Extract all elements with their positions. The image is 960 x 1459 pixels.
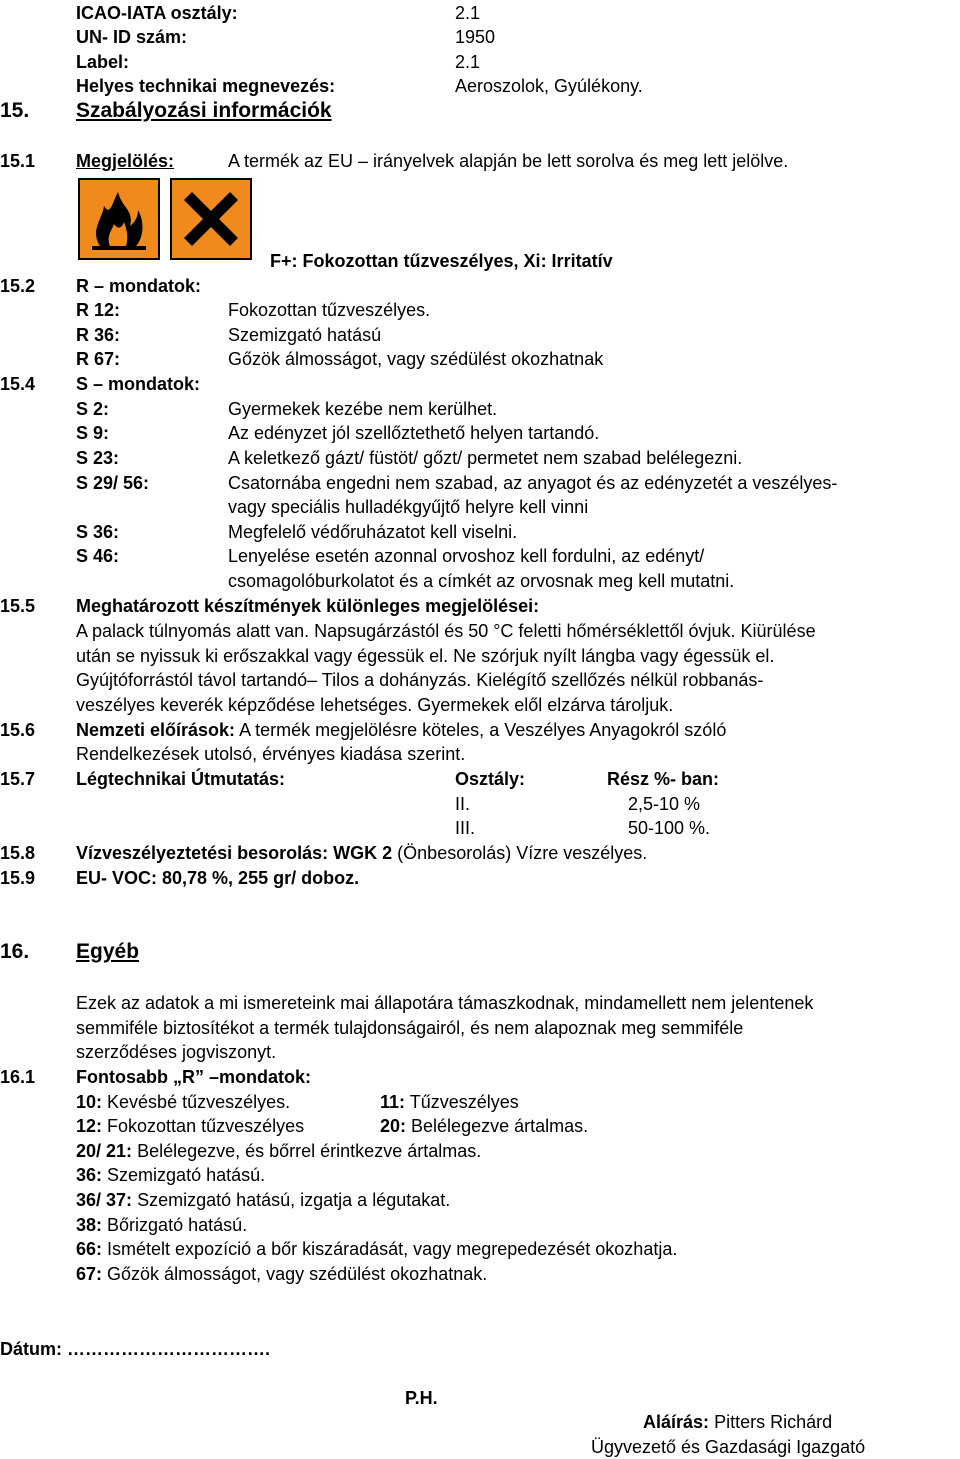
s157-class: III.	[455, 818, 476, 838]
s151-label: Megjelölés:	[76, 151, 175, 171]
s152-title: R – mondatok:	[76, 276, 202, 296]
r10-code: 10:	[76, 1092, 103, 1112]
s155-line: veszélyes keverék képződése lehetséges. Gyermekek elől elzárva tároljuk.	[76, 695, 674, 715]
s-text: Az edényzet jól szellőztethető helyen tartandó.	[228, 423, 600, 443]
r-phrase	[76, 1214, 247, 1236]
icao-value: 2.1	[455, 3, 481, 23]
r20-code: 20:	[380, 1116, 407, 1136]
s-code: S 36:	[76, 522, 120, 542]
s161-number: 16.1	[0, 1067, 36, 1087]
r11-code: 11:	[380, 1092, 406, 1112]
name-label: Helyes technikai megnevezés:	[76, 76, 336, 96]
r-code: R 36:	[76, 325, 121, 345]
s-code: S 23:	[76, 448, 120, 468]
s158-line	[76, 842, 647, 864]
r10-text: Kevésbé tűzveszélyes.	[107, 1092, 291, 1112]
s158-text: (Önbesorolás) Vízre veszélyes.	[397, 843, 648, 863]
r20-phrase	[380, 1115, 588, 1137]
label-value: 2.1	[455, 52, 481, 72]
date-label: Dátum:	[0, 1339, 62, 1359]
r-phrase-text: Gőzök álmosságot, vagy szédülést okozhatnak.	[107, 1264, 488, 1284]
s-text: A keletkező gázt/ füstöt/ gőzt/ permetet nem szabad belélegezni.	[228, 448, 743, 468]
s157-class: II.	[455, 794, 471, 814]
s155-title: Meghatározott készítmények különleges megjelölései:	[76, 596, 540, 616]
r-phrase-code: 20/ 21:	[76, 1141, 133, 1161]
s156-title: Nemzeti előírások:	[76, 720, 236, 740]
r-phrase-code: 66:	[76, 1239, 103, 1259]
s-text: Gyermekek kezébe nem kerülhet.	[228, 399, 498, 419]
s155-line: Gyújtóforrástól távol tartandó– Tilos a dohányzás. Kielégítő szellőzés nélkül robbanás-	[76, 670, 764, 690]
s-code: S 29/ 56:	[76, 473, 150, 493]
r-phrase-text: Belélegezve, és bőrrel érintkezve ártalmas.	[137, 1141, 482, 1161]
r-phrase	[76, 1189, 450, 1211]
s158-title: Vízveszélyeztetési besorolás:	[76, 843, 329, 863]
signer-name: Pitters Richárd	[714, 1412, 833, 1432]
s-code: S 9:	[76, 423, 110, 443]
s156-text: A termék megjelölésre köteles, a Veszélyes Anyagokról szóló	[239, 720, 727, 740]
r11-text: Tűzveszélyes	[409, 1092, 519, 1112]
r-phrase	[76, 1164, 265, 1186]
s16-intro-line: szerződéses jogviszonyt.	[76, 1042, 277, 1062]
s157-class-header: Osztály:	[455, 769, 526, 789]
s151-number: 15.1	[0, 151, 36, 171]
r-code: R 12:	[76, 300, 121, 320]
date-field	[0, 1338, 270, 1360]
r-text: Gőzök álmosságot, vagy szédülést okozhatnak	[228, 349, 604, 369]
hazard-caption: F+: Fokozottan tűzveszélyes, Xi: Irritatív	[270, 251, 613, 271]
r10-phrase	[76, 1091, 290, 1113]
s16-intro-line: semmiféle biztosítékot a termék tulajdonságairól, és nem alapoznak meg semmiféle	[76, 1018, 744, 1038]
r12-phrase	[76, 1115, 304, 1137]
section-16-title: Egyéb	[76, 940, 140, 963]
r-phrase-text: Szemizgató hatású.	[107, 1165, 266, 1185]
s157-pct-header: Rész %- ban:	[607, 769, 720, 789]
s16-intro-line: Ezek az adatok a mi ismereteink mai állapotára támaszkodnak, mindamellett nem jelentenek	[76, 993, 814, 1013]
s157-number: 15.7	[0, 769, 36, 789]
un-value: 1950	[455, 27, 496, 47]
section-16-number: 16.	[0, 940, 30, 963]
s-code: S 2:	[76, 399, 110, 419]
s155-line: után se nyissuk ki erőszakkal vagy égessük el. Ne szórjuk nyílt lángba vagy égessük el.	[76, 646, 775, 666]
s156-text-cont: Rendelkezések utolsó, érvényes kiadása szerint.	[76, 744, 466, 764]
s-text: Megfelelő védőruházatot kell viselni.	[228, 522, 518, 542]
r-phrase-text: Ismételt expozíció a bőr kiszáradását, vagy megrepedezését okozhatja.	[107, 1239, 678, 1259]
s157-pct: 2,5-10 %	[628, 794, 701, 814]
s-text-cont: csomagolóburkolatot és a címkét az orvosnak meg kell mutatni.	[228, 571, 735, 591]
s151-text: A termék az EU – irányelvek alapján be lett sorolva és meg lett jelölve.	[228, 151, 789, 171]
s155-line: A palack túlnyomás alatt van. Napsugárzástól és 50 °C feletti hőmérséklettől óvjuk. Kiürülése	[76, 621, 816, 641]
un-label: UN- ID szám:	[76, 27, 188, 47]
s-text: Lenyelése esetén azonnal orvoshoz kell fordulni, az edényt/	[228, 546, 705, 566]
signature-line	[643, 1411, 832, 1433]
s157-title: Légtechnikai Útmutatás:	[76, 769, 286, 789]
s156-line	[76, 719, 726, 741]
stamp-placeholder: P.H.	[405, 1388, 438, 1408]
s159-number: 15.9	[0, 868, 36, 888]
r-phrase-text: Szemizgató hatású, izgatja a légutakat.	[137, 1190, 451, 1210]
r11-phrase	[380, 1091, 519, 1113]
r12-code: 12:	[76, 1116, 103, 1136]
section-15-title: Szabályozási információk	[76, 99, 332, 122]
s-text-cont: vagy speciális hulladékgyűjtő helyre kell vinni	[228, 497, 589, 517]
label-label: Label:	[76, 52, 130, 72]
s152-number: 15.2	[0, 276, 36, 296]
r-phrase-text: Bőrizgató hatású.	[107, 1215, 248, 1235]
s154-number: 15.4	[0, 374, 36, 394]
name-value: Aeroszolok, Gyúlékony.	[455, 76, 643, 96]
r-phrase-code: 67:	[76, 1264, 103, 1284]
r-code: R 67:	[76, 349, 121, 369]
s159-text: EU- VOC: 80,78 %, 255 gr/ doboz.	[76, 868, 360, 888]
irritant-x-pictogram-icon	[170, 178, 252, 260]
s161-title: Fontosabb „R” –mondatok:	[76, 1067, 311, 1087]
r12-text: Fokozottan tűzveszélyes	[107, 1116, 305, 1136]
flammable-pictogram-icon	[78, 178, 160, 260]
r-text: Fokozottan tűzveszélyes.	[228, 300, 431, 320]
r-phrase	[76, 1263, 487, 1285]
signature-label: Aláírás:	[643, 1412, 710, 1432]
s156-number: 15.6	[0, 720, 36, 740]
r20-text: Belélegezve ártalmas.	[411, 1116, 589, 1136]
s-text: Csatornába engedni nem szabad, az anyagot és az edényzetét a veszélyes-	[228, 473, 838, 493]
section-15-number: 15.	[0, 99, 30, 122]
r-text: Szemizgató hatású	[228, 325, 382, 345]
s158-number: 15.8	[0, 843, 36, 863]
r-phrase-code: 36:	[76, 1165, 103, 1185]
date-placeholder: …………………………….	[67, 1339, 271, 1359]
s154-title: S – mondatok:	[76, 374, 201, 394]
r-phrase-code: 36/ 37:	[76, 1190, 133, 1210]
icao-label: ICAO-IATA osztály:	[76, 3, 238, 23]
r-phrase	[76, 1238, 677, 1260]
s158-wgk: WGK 2	[333, 843, 393, 863]
r-phrase	[76, 1140, 481, 1162]
r-phrase-code: 38:	[76, 1215, 103, 1235]
signer-role: Ügyvezető és Gazdasági Igazgató	[591, 1437, 866, 1457]
s157-pct: 50-100 %.	[628, 818, 711, 838]
s-code: S 46:	[76, 546, 120, 566]
s155-number: 15.5	[0, 596, 36, 616]
